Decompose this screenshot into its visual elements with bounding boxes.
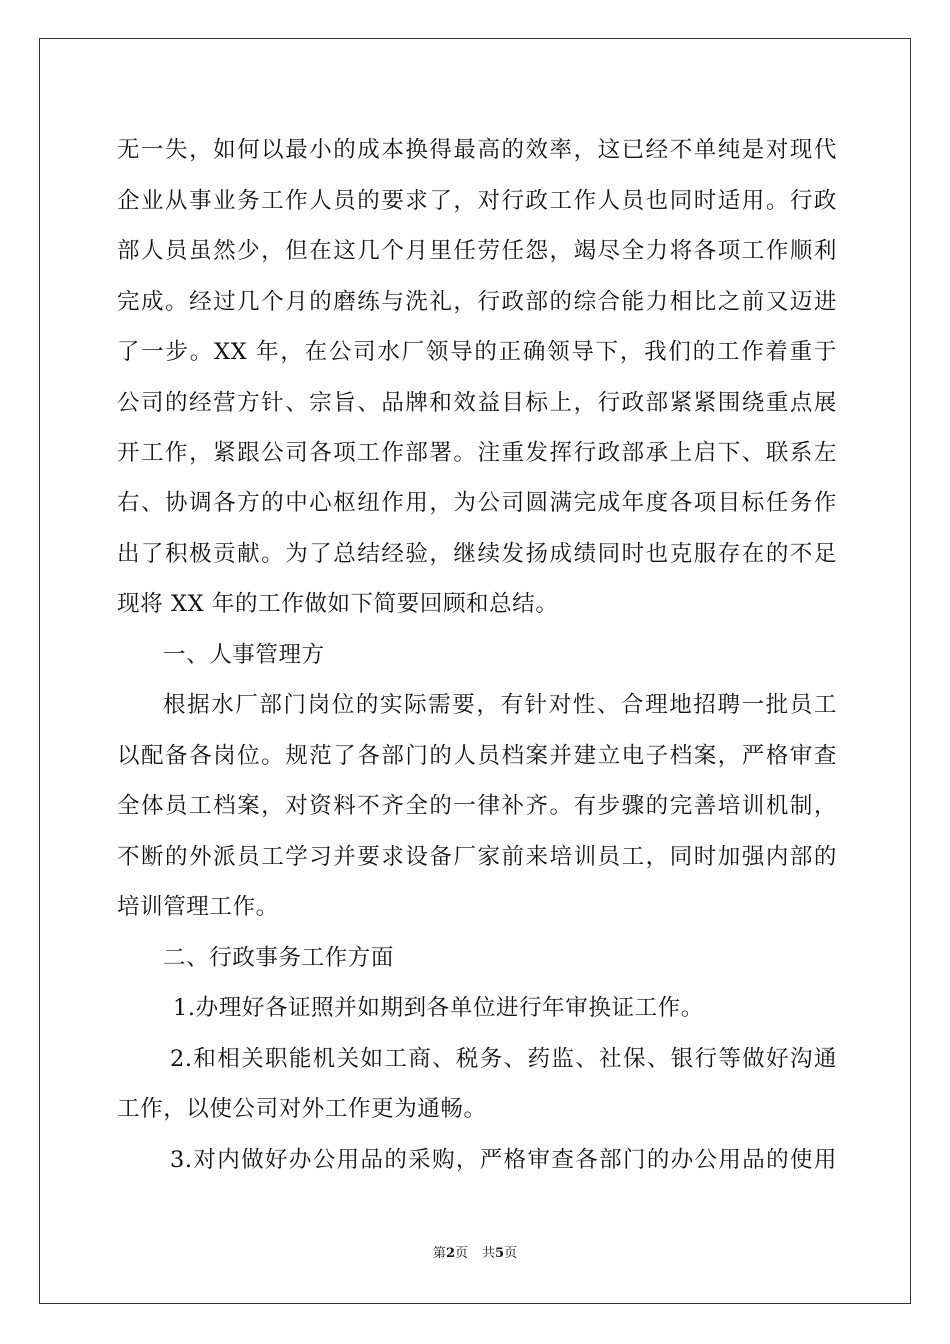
text-line: 部人员虽然少，但在这几个月里任劳任怨，竭尽全力将各项工作顺利 bbox=[117, 238, 837, 264]
text-line: 以配备各岗位。规范了各部门的人员档案并建立电子档案，严格审查 bbox=[117, 743, 837, 769]
text-line: 公司的经营方针、宗旨、品牌和效益目标上，行政部紧紧围绕重点展 bbox=[117, 390, 837, 416]
text-line: 开工作，紧跟公司各项工作部署。注重发挥行政部承上启下、联系左 bbox=[117, 440, 837, 466]
total-prefix: 共 bbox=[482, 1246, 496, 1261]
text-line: 培训管理工作。 bbox=[117, 894, 279, 920]
list-item: 2.和相关职能机关如工商、税务、药监、社保、银行等做好沟通 bbox=[170, 1046, 837, 1072]
text-line: 工作，以使公司对外工作更为通畅。 bbox=[117, 1096, 487, 1122]
total-page-number: 5 bbox=[495, 1246, 505, 1261]
text-line: 出了积极贡献。为了总结经验，继续发扬成绩同时也克服存在的不足 bbox=[117, 541, 837, 567]
current-page-number: 2 bbox=[445, 1246, 455, 1261]
text-line: 现将 XX 年的工作做如下简要回顾和总结。 bbox=[117, 591, 559, 617]
text-line: 根据水厂部门岗位的实际需要，有针对性、合理地招聘一批员工 bbox=[163, 692, 837, 718]
text-line: 企业从事业务工作人员的要求了，对行政工作人员也同时适用。行政 bbox=[117, 188, 837, 214]
text-line: 右、协调各方的中心枢纽作用，为公司圆满完成年度各项目标任务作 bbox=[117, 490, 837, 516]
section-heading: 一、人事管理方 bbox=[163, 642, 325, 668]
list-item: 3.对内做好办公用品的采购，严格审查各部门的办公用品的使用 bbox=[170, 1147, 837, 1173]
page-suffix: 页 bbox=[454, 1246, 468, 1261]
text-line: 完成。经过几个月的磨练与洗礼，行政部的综合能力相比之前又迈进 bbox=[117, 289, 837, 315]
page-prefix: 第 bbox=[432, 1246, 446, 1261]
section-heading: 二、行政事务工作方面 bbox=[163, 945, 395, 971]
list-item: 1.办理好各证照并如期到各单位进行年审换证工作。 bbox=[173, 995, 704, 1021]
text-line: 全体员工档案，对资料不齐全的一律补齐。有步骤的完善培训机制， bbox=[117, 793, 837, 819]
text-line: 不断的外派员工学习并要求设备厂家前来培训员工，同时加强内部的 bbox=[117, 844, 837, 870]
total-suffix: 页 bbox=[504, 1246, 518, 1261]
text-line: 了一步。XX 年，在公司水厂领导的正确领导下，我们的工作着重于 bbox=[117, 339, 837, 365]
page-footer bbox=[0, 1245, 950, 1263]
text-line: 无一失，如何以最小的成本换得最高的效率，这已经不单纯是对现代 bbox=[117, 137, 837, 163]
